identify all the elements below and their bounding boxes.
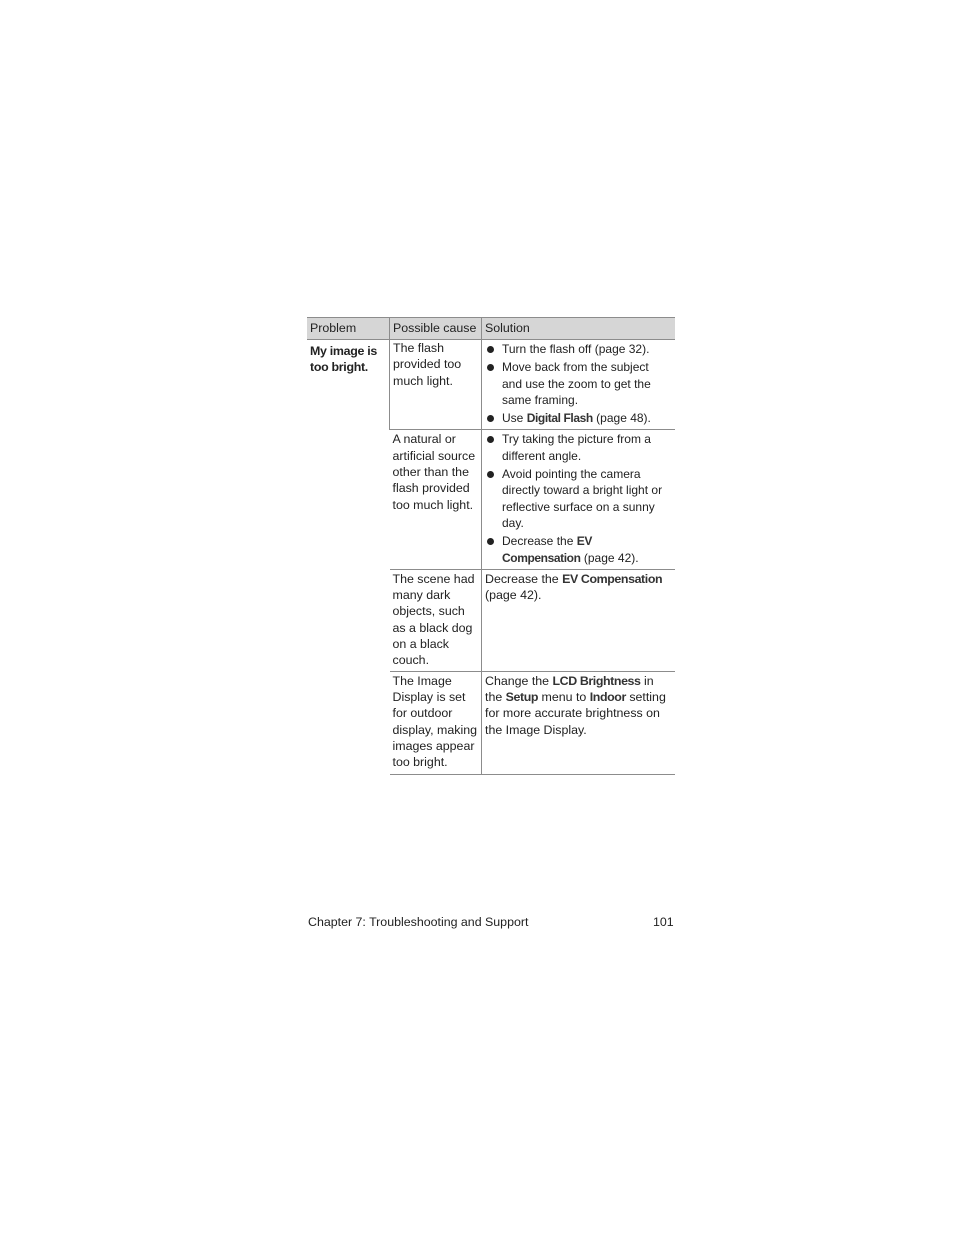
solution-cell: [482, 569, 676, 671]
bullet-icon: [487, 364, 494, 371]
ui-term: EV Compensation: [502, 534, 592, 565]
solution-cell: [482, 430, 676, 569]
bullet-icon: [487, 538, 494, 545]
bullet-text: Decrease the: [502, 534, 577, 549]
ui-term: Setup: [505, 689, 539, 704]
bullet-icon: [487, 436, 494, 443]
bullet-icon: [487, 346, 494, 353]
cause-cell: [390, 569, 482, 671]
cause-text: The flash provided too much light.: [393, 341, 462, 388]
cause-cell: [390, 430, 482, 569]
bullet-text: (page 42).: [580, 550, 639, 565]
cause-cell: [390, 671, 482, 775]
bullet-text: Turn the flash off (page 32).: [502, 342, 650, 356]
header-possible-cause: Possible cause: [390, 318, 482, 340]
solution-text: Change the: [485, 673, 553, 688]
ui-term: Indoor: [589, 689, 626, 704]
bullet-text: (page 48).: [592, 411, 651, 426]
header-problem: Problem: [307, 318, 390, 340]
solution-list: [485, 341, 672, 426]
solution-list: [485, 431, 672, 565]
cause-text: A natural or artificial source other than the flash provided too much light.: [392, 432, 476, 512]
solution-text: Decrease the: [485, 571, 563, 586]
solution-text: (page 42).: [485, 588, 542, 603]
problem-text: My image is too bright.: [310, 344, 377, 375]
header-solution: Solution: [482, 318, 676, 340]
bullet-icon: [487, 471, 494, 478]
cause-text: The Image Display is set for outdoor display, making images appear too bright.: [392, 673, 477, 770]
bullet-text: Avoid pointing the camera directly toward a bright light or reflective surface on a sunny day.: [502, 467, 663, 530]
bullet-text: Move back from the subject and use the zoom to get the same framing.: [502, 360, 651, 407]
list-item: [485, 410, 672, 426]
list-item: [485, 533, 672, 566]
bullet-icon: [487, 415, 494, 422]
list-item: [485, 431, 672, 464]
bullet-text: Use: [502, 411, 527, 426]
troubleshooting-table: [307, 317, 675, 775]
cause-text: The scene had many dark objects, such as a black dog on a black couch.: [392, 571, 475, 668]
table-row: [307, 340, 675, 430]
ui-term: Digital Flash: [526, 411, 593, 426]
list-item: [485, 341, 672, 357]
footer-chapter: Chapter 7: Troubleshooting and Support: [308, 915, 529, 929]
page-number: 101: [653, 915, 674, 929]
list-item: [485, 466, 672, 531]
bullet-text: Try taking the picture from a different angle.: [502, 432, 651, 463]
solution-cell: [482, 340, 676, 430]
list-item: [485, 359, 672, 408]
solution-cell: [482, 671, 676, 775]
solution-text: in the: [485, 673, 654, 704]
problem-cell: [307, 340, 390, 775]
solution-text: menu to: [538, 689, 590, 704]
table-header-row: [307, 318, 675, 340]
solution-text: setting for more accurate brightness on the Image Display.: [485, 689, 666, 737]
cause-cell: [390, 340, 482, 430]
ui-term: EV Compensation: [562, 571, 663, 586]
ui-term: LCD Brightness: [552, 673, 641, 688]
